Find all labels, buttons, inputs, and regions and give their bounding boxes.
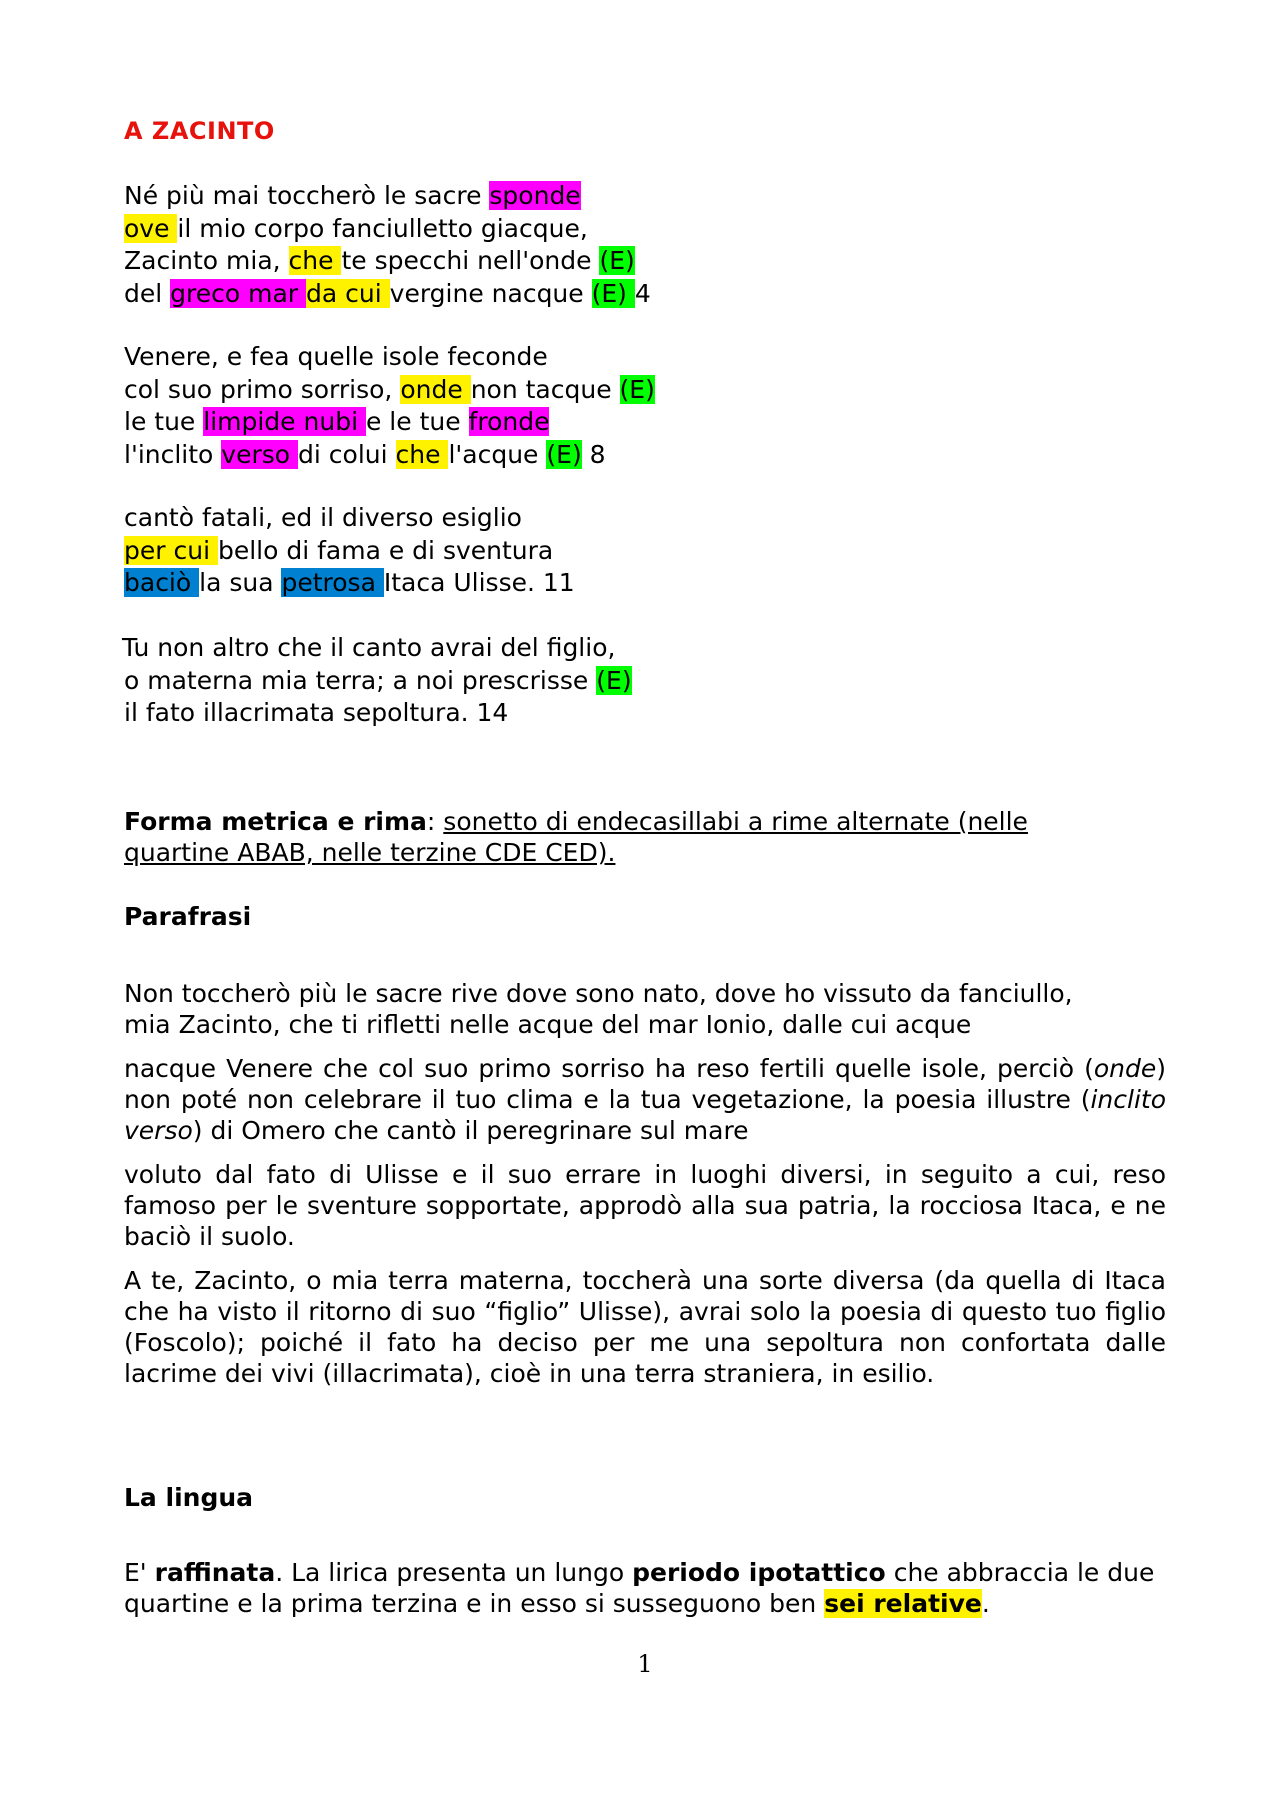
verse-line: Né più mai toccherò le sacre sponde — [124, 181, 581, 210]
highlight-yellow: sei relative — [824, 1589, 982, 1618]
language-paragraph: E' raffinata. La lirica presenta un lungo periodo ipotattico che abbraccia le due quartine e la prima terzina e in esso si susseguono ben sei relative. — [124, 1558, 1155, 1618]
stanza-2 — [124, 341, 655, 471]
paraphrase-paragraph-3: voluto dal fato di Ulisse e il suo errare in luoghi diversi, in seguito a cui, reso famoso per le sventure sopportate, approdò alla sua patria, la rocciosa Itaca, e ne baciò il suolo. — [124, 1160, 1166, 1251]
verse-line: le tue limpide nubi e le tue fronde — [124, 407, 550, 436]
highlight-yellow: per cui — [124, 535, 218, 565]
highlight-green: (E) — [591, 278, 635, 308]
highlight-green: (E) — [546, 439, 582, 469]
verse-line: per cui bello di fama e di sventura — [124, 535, 554, 565]
verse-line: cantò fatali, ed il diverso esiglio — [124, 503, 522, 532]
highlight-blue: petrosa — [281, 568, 384, 597]
highlight-yellow: che — [288, 246, 342, 275]
highlight-green: (E) — [596, 665, 632, 695]
metric-form-label: Forma metrica e rima — [124, 807, 427, 836]
highlight-green: (E) — [599, 246, 635, 275]
highlight-yellow: che — [395, 439, 449, 469]
language-heading: La lingua — [124, 1483, 254, 1512]
metric-form: Forma metrica e rima: sonetto di endecasillabi a rime alternate (nelle quartine ABAB, nelle terzine CDE CED). — [124, 807, 1028, 867]
page-number: 1 — [637, 1650, 653, 1678]
highlight-yellow: onde — [400, 374, 471, 404]
highlight-magenta: greco mar — [170, 278, 307, 308]
paraphrase-paragraph-1: Non toccherò più le sacre rive dove sono nato, dove ho vissuto da fanciullo, mia Zacinto, che ti rifletti nelle acque del mar Ionio, dalle cui acque — [124, 979, 1073, 1039]
verse-line: il fato illacrimata sepoltura. 14 — [124, 698, 509, 727]
poem-title: A ZACINTO — [124, 117, 275, 145]
highlight-blue: baciò — [124, 568, 200, 597]
verse-number: 4 — [634, 278, 651, 308]
verse-line: Zacinto mia, che te specchi nell'onde (E) — [124, 246, 635, 275]
verse-line: l'inclito verso di colui che l'acque (E) 8 — [124, 439, 606, 469]
highlight-magenta: sponde — [489, 181, 581, 210]
verse-line: del greco mar da cui vergine nacque (E) 4 — [124, 278, 651, 308]
paraphrase-paragraph-2: nacque Venere che col suo primo sorriso ha reso fertili quelle isole, perciò (onde) non poté non celebrare il tuo clima e la tua vegetazione, la poesia illustre (inclito verso) di Omero che cantò il peregrinare sul mare — [124, 1054, 1166, 1145]
highlight-yellow: ove — [124, 213, 178, 243]
verse-line: Venere, e fea quelle isole feconde — [124, 342, 548, 371]
verse-line: Tu non altro che il canto avrai del figlio, — [122, 633, 616, 662]
stanza-1 — [124, 180, 651, 310]
verse-line: baciò la sua petrosa Itaca Ulisse. 11 — [124, 568, 575, 597]
paraphrase-heading: Parafrasi — [124, 902, 252, 931]
verse-line: o materna mia terra; a noi prescrisse (E) — [124, 665, 632, 695]
verse-line: ove il mio corpo fanciulletto giacque, — [124, 213, 588, 243]
stanza-4 — [122, 632, 632, 730]
metric-form-text: sonetto di endecasillabi a rime alternate (nelle quartine ABAB, nelle terzine CDE CED). — [124, 807, 1028, 867]
highlight-magenta: fronde — [468, 407, 550, 436]
stanza-3 — [124, 502, 575, 600]
highlight-magenta: limpide nubi — [203, 407, 366, 436]
highlight-green: (E) — [619, 374, 655, 404]
verse-line: col suo primo sorriso, onde non tacque (E) — [124, 374, 655, 404]
verse-number: 8 — [581, 439, 606, 469]
highlight-yellow: da cui — [306, 278, 390, 308]
paraphrase-paragraph-4: A te, Zacinto, o mia terra materna, toccherà una sorte diversa (da quella di Itaca che ha visto il ritorno di suo “figlio” Ulisse), avrai solo la poesia di questo tuo figlio (Foscolo); poiché il fato ha deciso per me una sepoltura non confortata dalle lacrime dei vivi (illacrimata), cioè in una terra straniera, in esilio. — [124, 1266, 1166, 1388]
highlight-magenta: verso — [221, 439, 299, 469]
